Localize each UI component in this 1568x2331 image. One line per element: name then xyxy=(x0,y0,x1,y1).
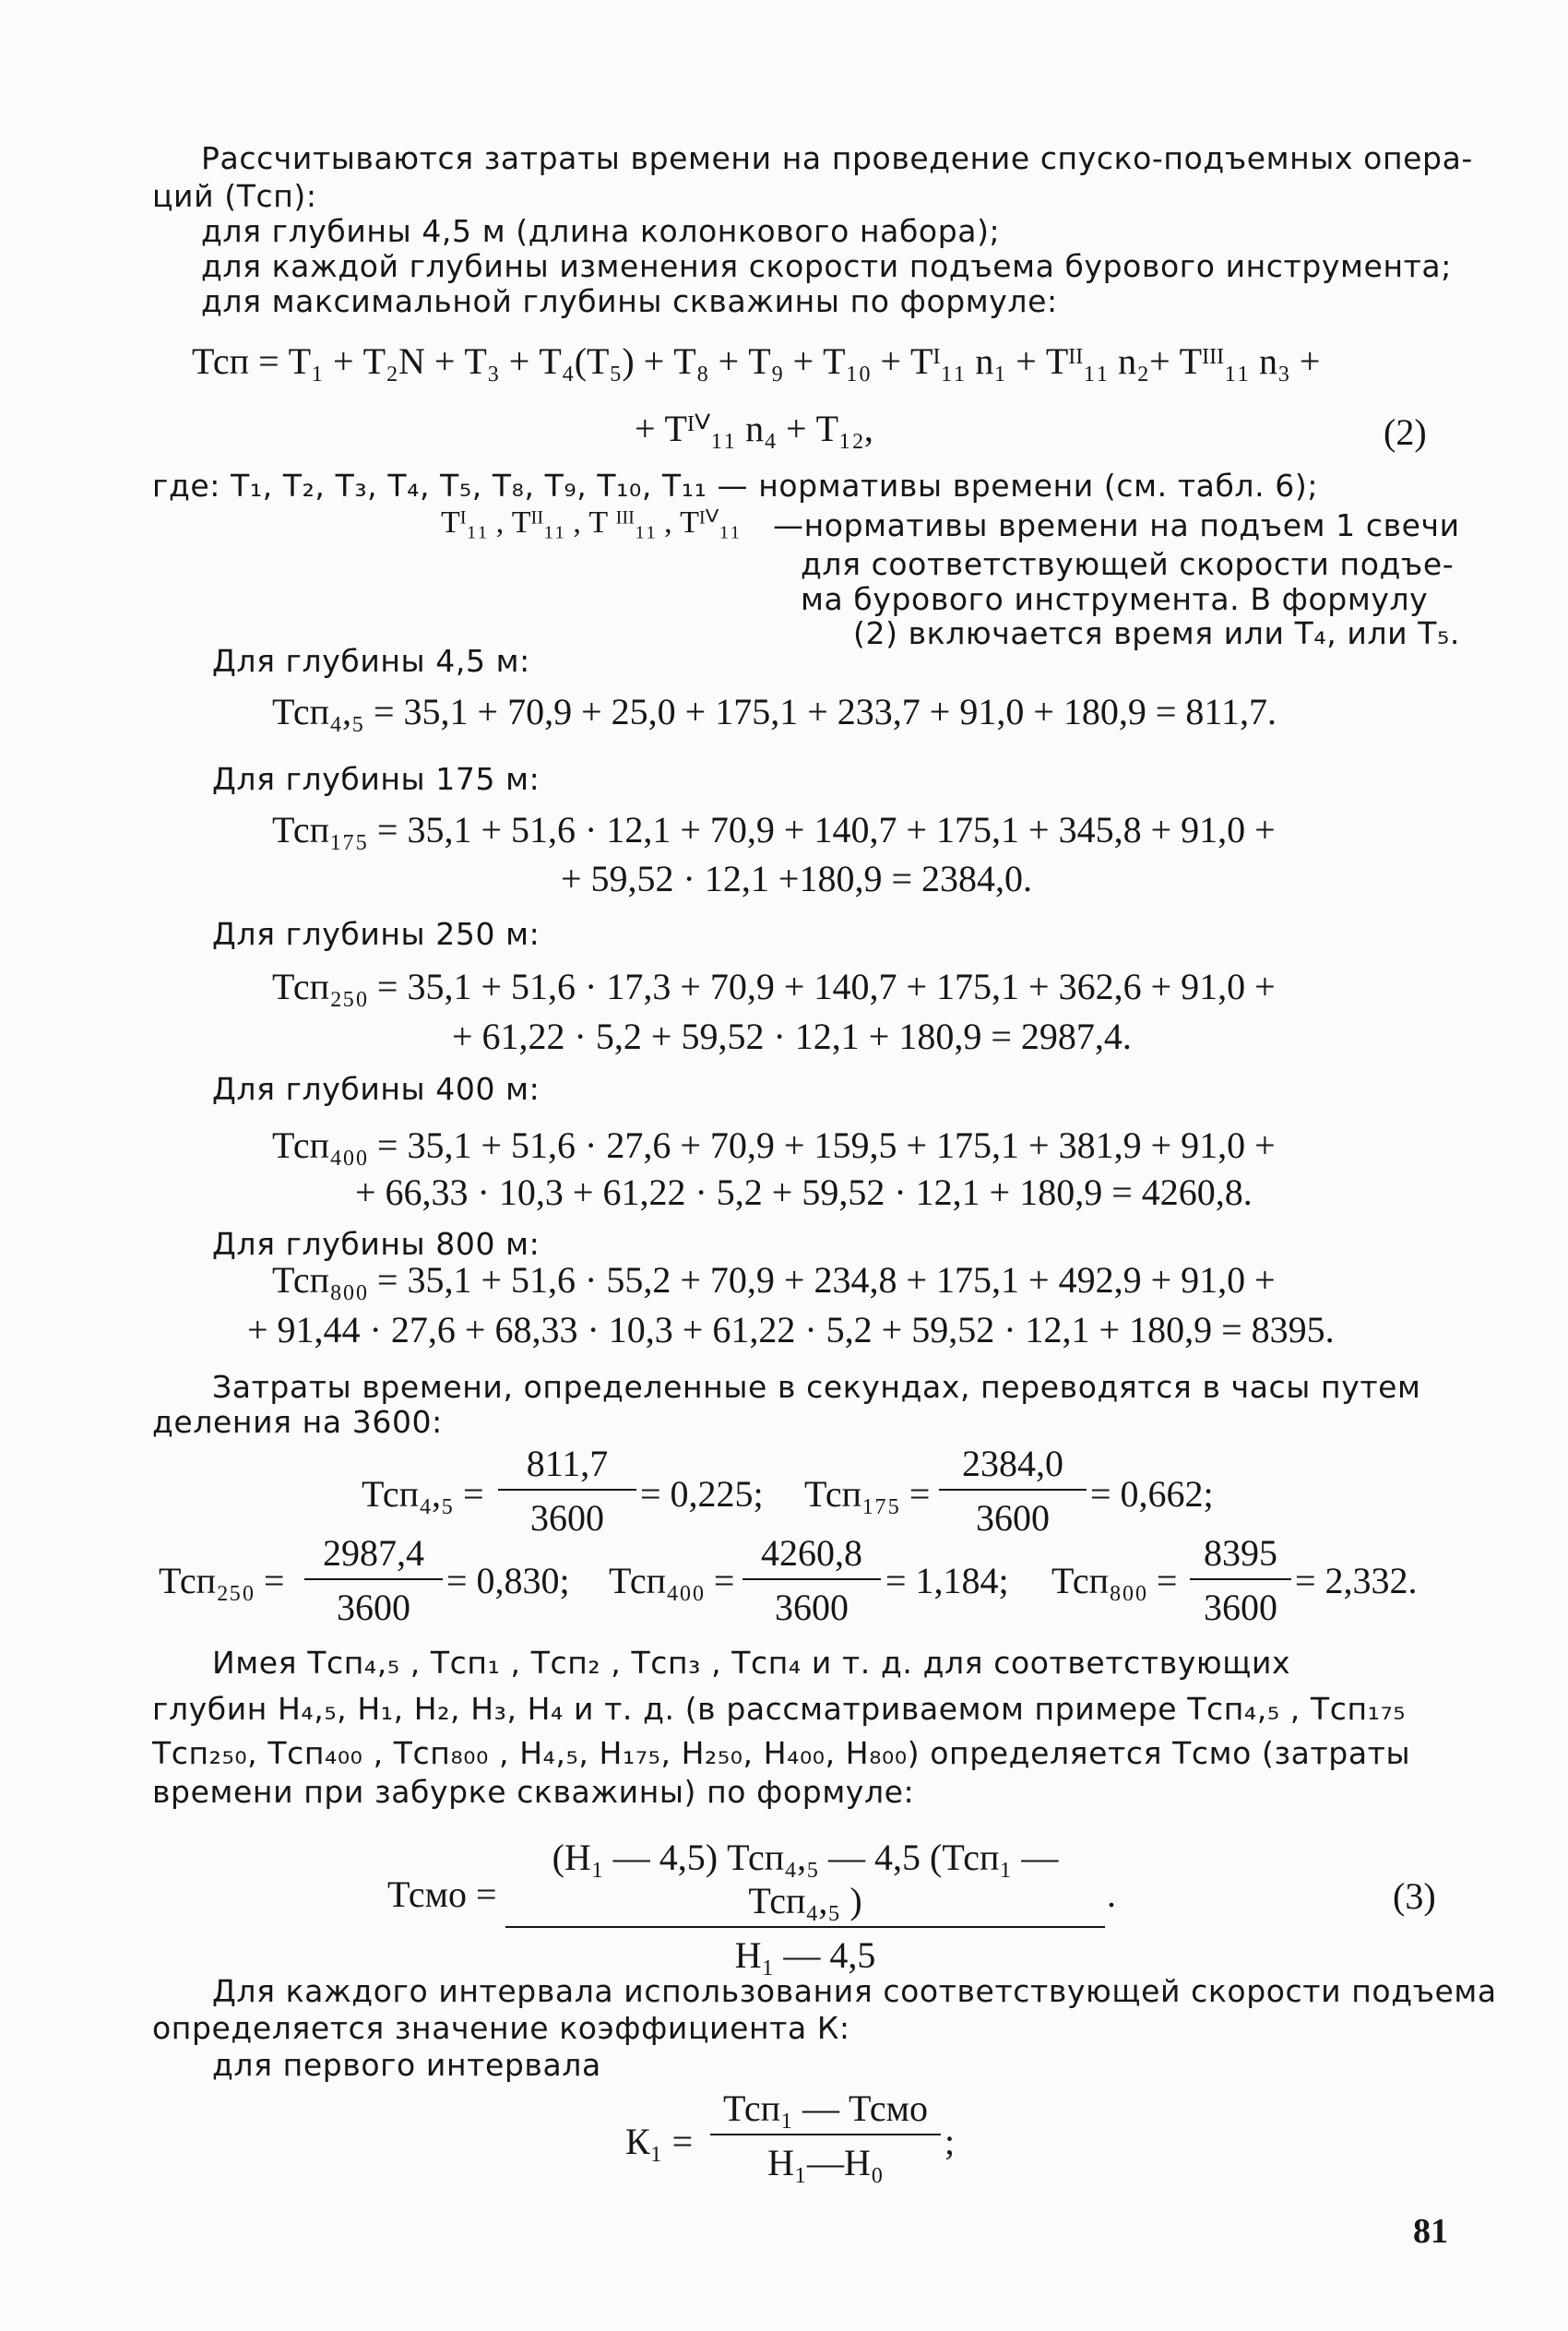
frac5 xyxy=(1190,1531,1291,1629)
frac2-denominator: 3600 xyxy=(976,1497,1050,1539)
depth-heading-250: Для глубины 250 м: xyxy=(212,916,540,952)
frac1-numerator: 811,7 xyxy=(498,1442,636,1491)
formula-k1-fraction xyxy=(710,2087,941,2184)
formula-k1-lhs: К₁ = xyxy=(625,2121,694,2162)
frac3-denominator: 3600 xyxy=(337,1587,410,1628)
frac5-denominator: 3600 xyxy=(1204,1587,1277,1628)
depth-formula-400-line1: Тсп₄₀₀ = 35,1 + 51,6 · 27,6 + 70,9 + 159,5 + 175,1 + 381,9 + 91,0 + xyxy=(272,1124,1276,1166)
para1-line3: для глубины 4,5 м (длина колонкового набора); xyxy=(201,213,1001,249)
frac4 xyxy=(742,1531,881,1629)
having-line2: глубин Н₄,₅, Н₁, Н₂, Н₃, Н₄ и т. д. (в рассматриваемом примере Тсп₄,₅ , Тсп₁₇₅ xyxy=(152,1691,1407,1727)
frac5-numerator: 8395 xyxy=(1190,1531,1291,1580)
frac2 xyxy=(939,1442,1087,1540)
formula3-denominator: Н₁ — 4,5 xyxy=(734,1934,876,1976)
para-k-line2: определяется значение коэффициента К: xyxy=(152,2010,850,2046)
where-line3: для соответствующей скорости подъе- xyxy=(801,546,1455,582)
frac4-denominator: 3600 xyxy=(775,1587,849,1628)
depth-formula-400-line2: + 66,33 · 10,3 + 61,22 · 5,2 + 59,52 · 12,1 + 180,9 = 4260,8. xyxy=(355,1171,1253,1213)
frac2-numerator: 2384,0 xyxy=(939,1442,1087,1491)
formula2-line1: Тсп = Т₁ + Т₂N + Т₃ + Т₄(Т₅) + Т₈ + Т₉ + Т₁₀ + Тᴵ₁₁ n₁ + Тᴵᴵ₁₁ n₂+ Тᴵᴵᴵ₁₁ n₃ + xyxy=(192,340,1321,382)
formula3-number: (3) xyxy=(1393,1875,1436,1917)
frac1-result: = 0,225; xyxy=(640,1473,764,1515)
formula-k1-numerator: Тсп₁ — Тсмо xyxy=(710,2087,941,2135)
where-line2-text: —нормативы времени на подъем 1 свечи xyxy=(773,507,1460,543)
formula2-number: (2) xyxy=(1384,411,1427,453)
formula2-line2: + Тᴵⱽ₁₁ n₄ + Т₁₂, xyxy=(635,408,873,449)
frac1 xyxy=(498,1442,636,1540)
conversion-line2: деления на 3600: xyxy=(152,1404,443,1440)
frac1-denominator: 3600 xyxy=(530,1497,604,1539)
depth-formula-250-line2: + 61,22 · 5,2 + 59,52 · 12,1 + 180,9 = 2987,4. xyxy=(452,1016,1132,1057)
depth-heading-175: Для глубины 175 м: xyxy=(212,761,540,797)
frac4-lhs: Тсп₄₀₀ = xyxy=(609,1560,735,1601)
depth-formula-800-line1: Тсп₈₀₀ = 35,1 + 51,6 · 55,2 + 70,9 + 234,8 + 175,1 + 492,9 + 91,0 + xyxy=(272,1259,1276,1301)
frac1-lhs: Тсп₄,₅ = xyxy=(362,1473,484,1515)
conversion-line1: Затраты времени, определенные в секундах, переводятся в часы путем xyxy=(212,1369,1421,1405)
depth-heading-4-5: Для глубины 4,5 м: xyxy=(212,643,530,679)
having-line3: Тсп₂₅₀, Тсп₄₀₀ , Тсп₈₀₀ , Н₄,₅, Н₁₇₅, Н₂₅₀, Н₄₀₀, Н₈₀₀) определяется Тсмо (затраты xyxy=(152,1735,1411,1771)
depth-heading-800: Для глубины 800 м: xyxy=(212,1226,540,1262)
formula3-numerator: (Н₁ — 4,5) Тсп₄,₅ — 4,5 (Тсп₁ — Тсп₄,₅ ) xyxy=(505,1836,1105,1928)
where-line5: (2) включается время или Т₄, или Т₅. xyxy=(853,615,1460,651)
formula3-dot: . xyxy=(1107,1873,1116,1915)
frac5-result: = 2,332. xyxy=(1295,1560,1418,1601)
depth-formula-800-line2: + 91,44 · 27,6 + 68,33 · 10,3 + 61,22 · 5,2 + 59,52 · 12,1 + 180,9 = 8395. xyxy=(247,1309,1335,1350)
para-k-line3: для первого интервала xyxy=(212,2047,601,2083)
frac3 xyxy=(304,1531,443,1629)
depth-formula-4-5: Тсп₄,₅ = 35,1 + 70,9 + 25,0 + 175,1 + 233,7 + 91,0 + 180,9 = 811,7. xyxy=(272,691,1277,732)
frac2-result: = 0,662; xyxy=(1090,1473,1214,1515)
formula3-fraction xyxy=(505,1836,1105,1977)
para1-line5: для максимальной глубины скважины по формуле: xyxy=(201,283,1058,319)
where-line4: ма бурового инструмента. В формулу xyxy=(801,581,1429,617)
depth-formula-175-line1: Тсп₁₇₅ = 35,1 + 51,6 · 12,1 + 70,9 + 140,7 + 175,1 + 345,8 + 91,0 + xyxy=(272,809,1276,850)
frac2-lhs: Тсп₁₇₅ = xyxy=(804,1473,931,1515)
para1-line4: для каждой глубины изменения скорости подъема бурового инструмента; xyxy=(201,248,1452,284)
para-k-line1: Для каждого интервала использования соответствующей скорости подъема xyxy=(212,1973,1497,2009)
having-line4: времени при забурке скважины) по формуле: xyxy=(152,1774,915,1810)
page-number: 81 xyxy=(1413,2212,1448,2251)
depth-formula-250-line1: Тсп₂₅₀ = 35,1 + 51,6 · 17,3 + 70,9 + 140,7 + 175,1 + 362,6 + 91,0 + xyxy=(272,966,1276,1007)
frac4-numerator: 4260,8 xyxy=(742,1531,881,1580)
frac5-lhs: Тсп₈₀₀ = xyxy=(1051,1560,1178,1601)
frac4-result: = 1,184; xyxy=(885,1560,1009,1601)
formula3-lhs: Тсмо = xyxy=(387,1873,497,1915)
where-symbols: Тᴵ₁₁ , Тᴵᴵ₁₁ , Т ᴵᴵᴵ₁₁ , Тᴵⱽ₁₁ xyxy=(441,505,742,540)
frac3-result: = 0,830; xyxy=(446,1560,570,1601)
having-line1: Имея Тсп₄,₅ , Тсп₁ , Тсп₂ , Тсп₃ , Тсп₄ и т. д. для соответствующих xyxy=(212,1645,1291,1681)
depth-heading-400: Для глубины 400 м: xyxy=(212,1071,540,1107)
where-line1: где: Т₁, Т₂, Т₃, Т₄, Т₅, Т₈, Т₉, Т₁₀, Т₁₁ — нормативы времени (см. табл. 6); xyxy=(152,468,1319,504)
frac3-lhs: Тсп₂₅₀ = xyxy=(159,1560,285,1601)
para1-line2: ций (Тсп): xyxy=(152,178,317,214)
depth-formula-175-line2: + 59,52 · 12,1 +180,9 = 2384,0. xyxy=(561,858,1032,899)
frac3-numerator: 2987,4 xyxy=(304,1531,443,1580)
formula-k1-tail: ; xyxy=(944,2121,956,2162)
formula-k1-denominator: Н₁—Н₀ xyxy=(767,2142,884,2183)
para1-line1: Рассчитываются затраты времени на проведение спуско-подъемных опера- xyxy=(201,140,1473,176)
